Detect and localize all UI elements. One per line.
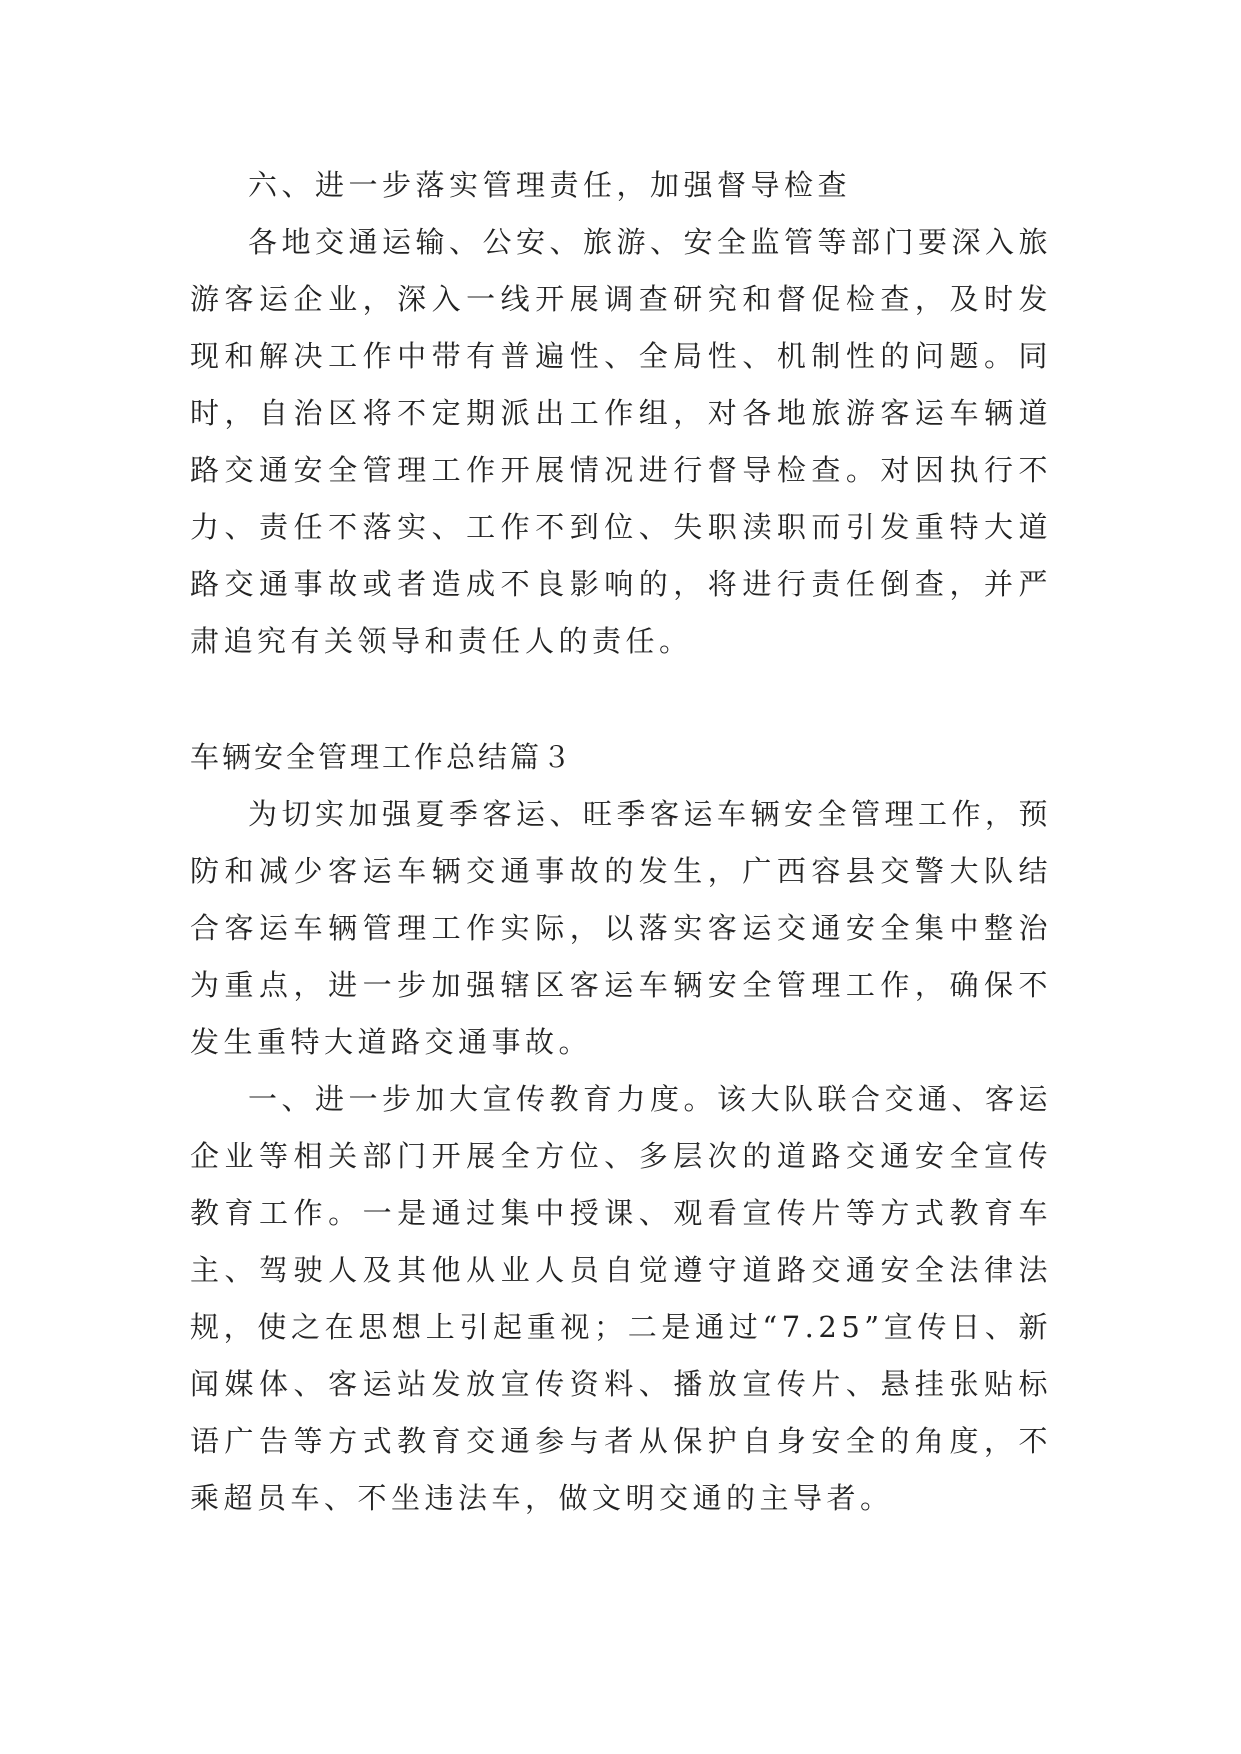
section-six-body: 各地交通运输、公安、旅游、安全监管等部门要深入旅游客运企业，深入一线开展调查研究和督促检查，及时发现和解决工作中带有普遍性、全局性、机制性的问题。同时，自治区将不定期派出工作组，对各地旅游客运车辆道路交通安全管理工作开展情况进行督导检查。对因执行不力、责任不落实、工作不到位、失职渎职而引发重特大道路交通事故或者造成不良影响的，将进行责任倒查，并严肃追究有关领导和责任人的责任。 [190,225,1053,658]
intro-paragraph: 为切实加强夏季客运、旺季客运车辆安全管理工作，预防和减少客运车辆交通事故的发生，广西容县交警大队结合客运车辆管理工作实际，以落实客运交通安全集中整治为重点，进一步加强辖区客运车辆安全管理工作，确保不发生重特大道路交通事故。 [190,797,1053,1059]
point-one-paragraph: 一、进一步加大宣传教育力度。该大队联合交通、客运企业等相关部门开展全方位、多层次的道路交通安全宣传教育工作。一是通过集中授课、观看宣传片等方式教育车主、驾驶人及其他从业人员自觉遵守道路交通安全法律法规，使之在思想上引起重视；二是通过“7.25”宣传日、新闻媒体、客运站发放宣传资料、播放宣传片、悬挂张贴标语广告等方式教育交通参与者从保护自身安全的角度，不乘超员车、不坐违法车，做文明交通的主导者。 [190,1082,1053,1515]
article-title: 车辆安全管理工作总结篇３ [190,740,575,774]
section-six-heading: 六、进一步落实管理责任，加强督导检查 [248,168,852,202]
document-content [190,157,1052,1527]
